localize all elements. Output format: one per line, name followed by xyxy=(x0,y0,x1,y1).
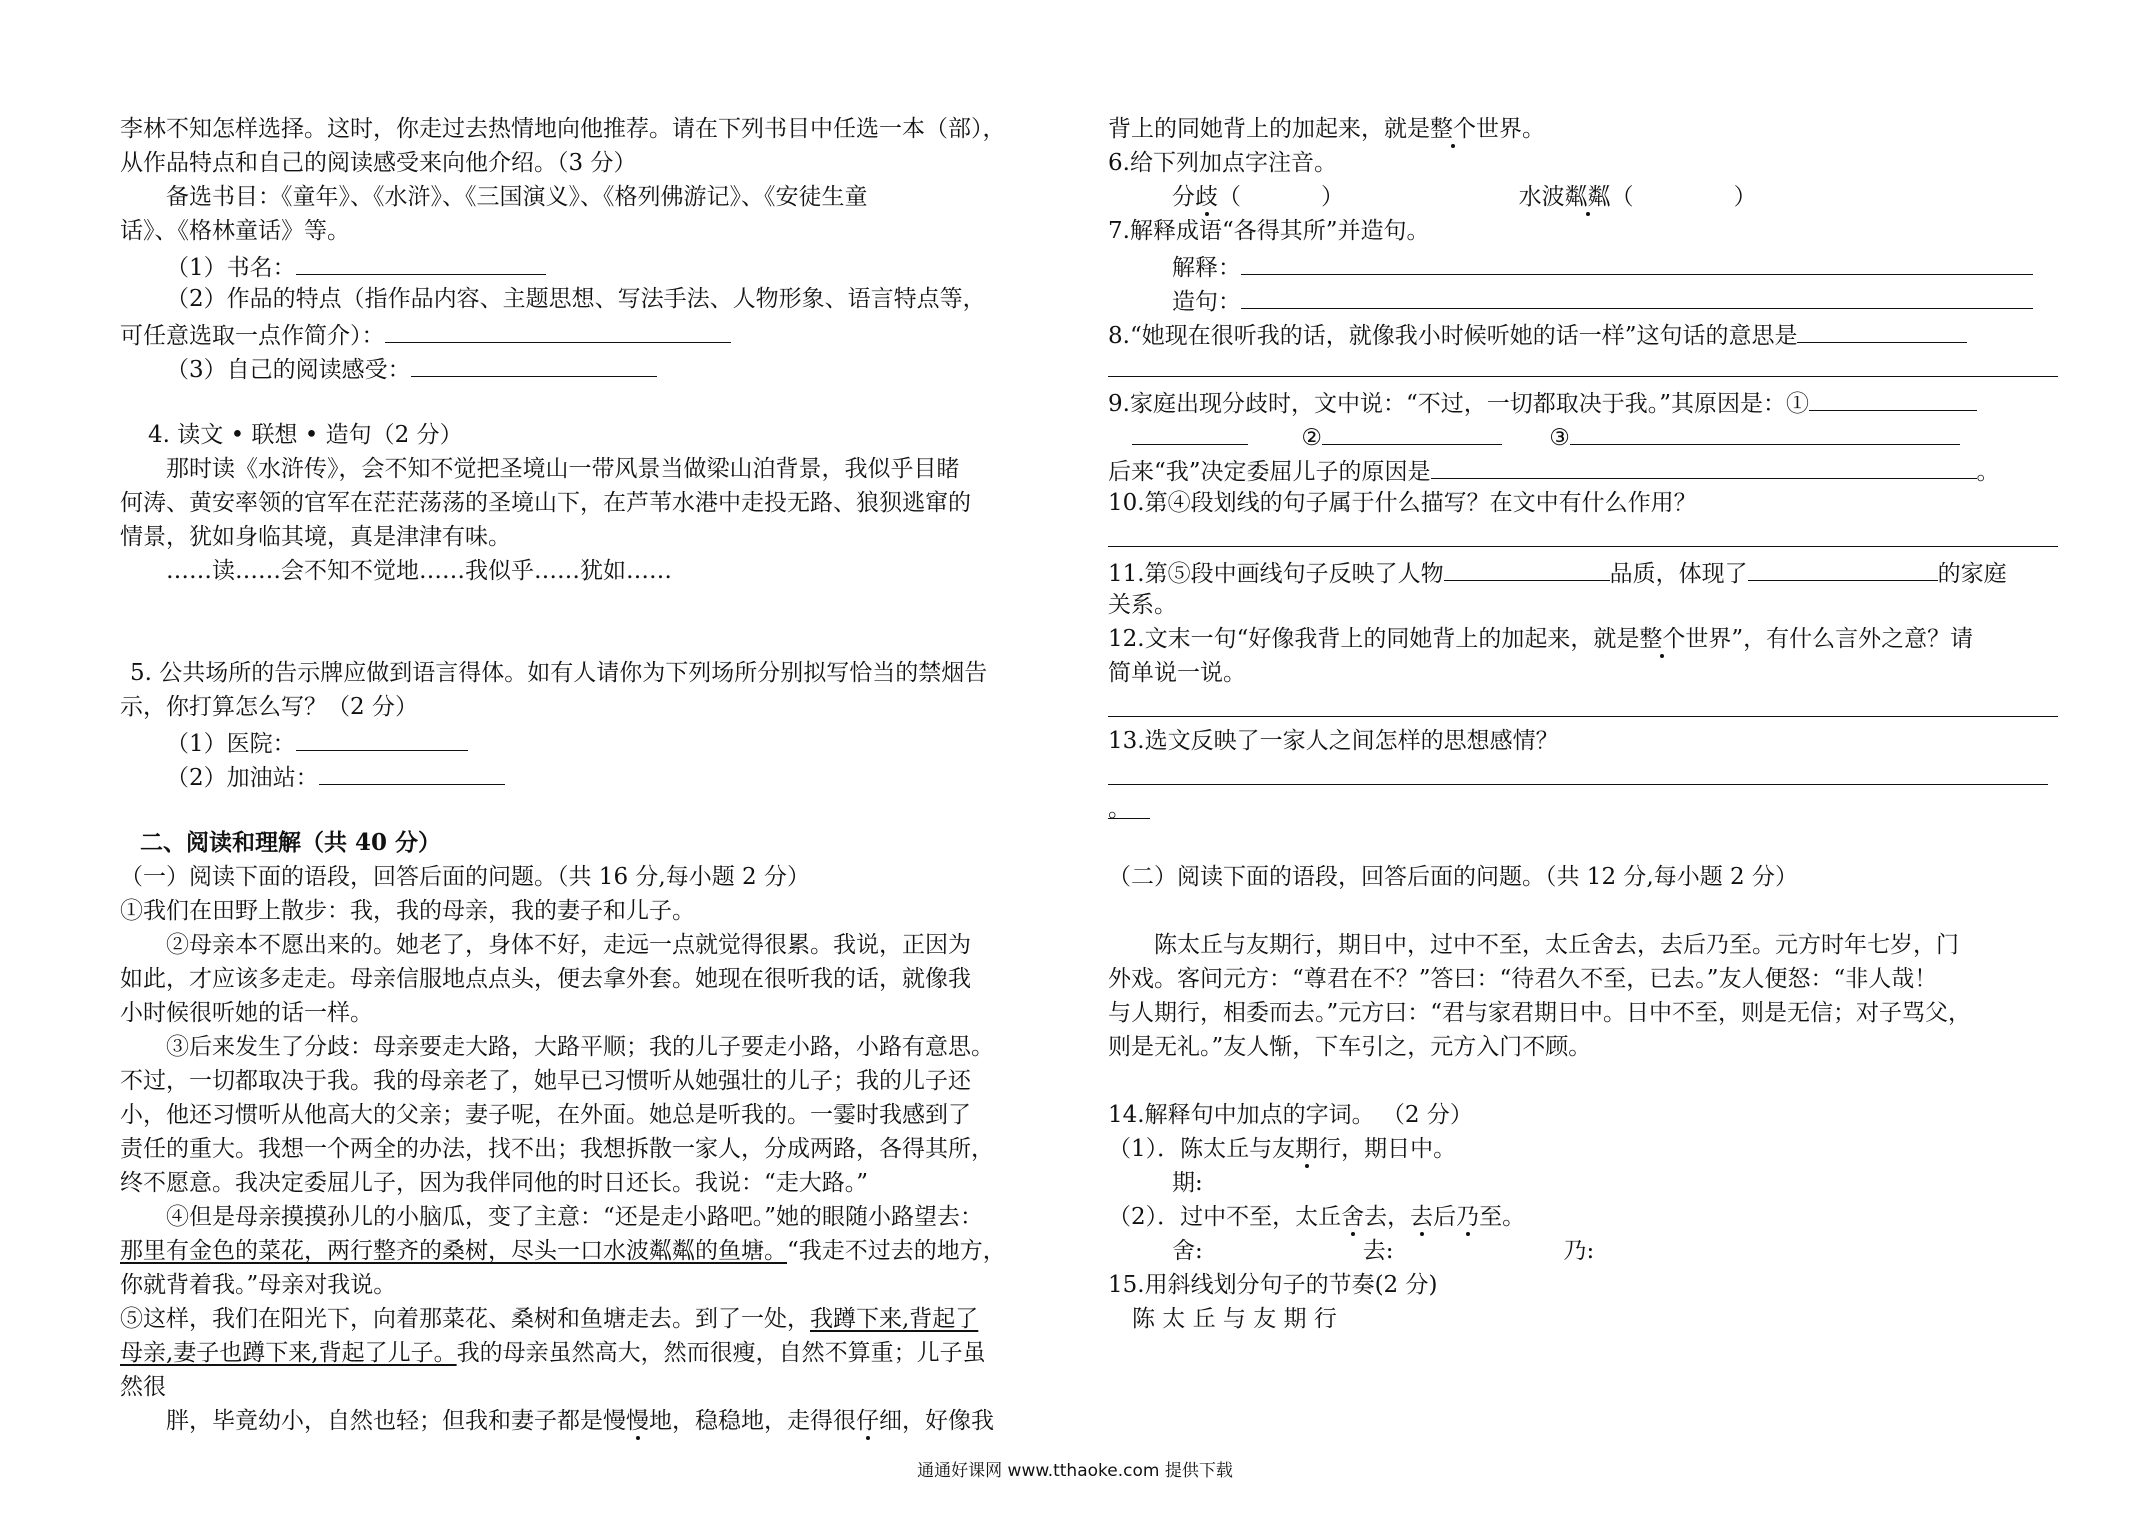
answer-blank[interactable] xyxy=(385,316,731,343)
dotted-word: 整个 xyxy=(1430,116,1476,142)
subsection-title: （二）阅读下面的语段，回答后面的问题。（共 12 分,每小题 2 分） xyxy=(1108,864,1798,890)
question-9: 9.家庭出现分歧时，文中说：“不过，一切都取决于我。”其原因是：① xyxy=(1108,384,2058,418)
answer-blank[interactable] xyxy=(1570,418,1960,445)
text-line: 如此，才应该多走走。母亲信服地点点头，便去拿外套。她现在很听我的话，就像我 xyxy=(120,966,971,992)
question-14-2: （2）．过中不至，太丘舍去，去后乃至。 xyxy=(1108,1204,1526,1230)
feeling-line: （3）自己的阅读感受： xyxy=(120,350,1080,384)
answer-line[interactable] xyxy=(1108,520,2058,554)
question-9b: 后来“我”决定委屈儿子的原因是 。 xyxy=(1108,452,2058,486)
text-line: 李林不知怎样选择。这时，你走过去热情地向他推荐。请在下列书目中任选一本（部）， xyxy=(120,116,1006,142)
answer-line[interactable]: 舍: 去: 乃: xyxy=(1172,1238,1595,1264)
answer-blank[interactable] xyxy=(1241,282,2033,309)
answer-line[interactable] xyxy=(1108,758,2058,792)
text-line: ⑤这样，我们在阳光下，向着那菜花、桑树和鱼塘走去。到了一处，我蹲下来,背起了 xyxy=(120,1306,979,1332)
answer-line[interactable] xyxy=(1108,690,2058,724)
classical-text-line: 陈太丘与友期行，期日中，过中不至，太丘舍去，去后乃至。元方时年七岁，门 xyxy=(1154,932,1959,958)
classical-text-line: 外戏。客问元方：“尊君在不？”答曰：“待君久不至，已去。”友人便怒：“非人哉！ xyxy=(1108,966,1938,992)
rhythm-sentence: 陈 太 丘 与 友 期 行 xyxy=(1132,1306,1337,1332)
text-line: 小，他还习惯听从他高大的父亲；妻子呢，在外面。她总是听我的。一霎时我感到了 xyxy=(120,1102,971,1128)
answer-blank[interactable] xyxy=(1748,554,1938,581)
left-column xyxy=(120,112,1080,1438)
text-line: 简单说一说。 xyxy=(1108,660,1246,686)
underlined-sentence: 那里有金色的菜花，两行整齐的桑树，尽头一口水波粼粼的鱼塘。 xyxy=(120,1238,787,1264)
features-line: 可任意选取一点作简介）： xyxy=(120,316,1080,350)
answer-blank[interactable] xyxy=(1444,554,1610,581)
dotted-word: 慢慢地 xyxy=(603,1408,672,1434)
question-5-title: 5. 公共场所的告示牌应做到语言得体。如有人请你为下列场所分别拟写恰当的禁烟告 xyxy=(130,660,988,686)
sentence-line: 造句： xyxy=(1108,282,2058,316)
question-8: 8.“她现在很听我的话，就像我小时候听她的话一样”这句话的意思是 xyxy=(1108,316,2058,350)
answer-line[interactable] xyxy=(1108,350,2058,384)
dotted-word: 很仔细 xyxy=(833,1408,902,1434)
answer-blank[interactable] xyxy=(296,248,546,275)
question-11: 11.第⑤段中画线句子反映了人物 品质，体现了 的家庭 xyxy=(1108,554,2058,588)
question-15: 15.用斜线划分句子的节奏(2 分) xyxy=(1108,1272,1438,1298)
underlined-sentence: 母亲,妻子也蹲下来,背起了儿子。 xyxy=(120,1340,457,1366)
question-9-blanks: ② ③ xyxy=(1108,418,2058,452)
answer-blank[interactable] xyxy=(411,350,657,377)
question-14: 14.解释句中加点的字词。 （2 分） xyxy=(1108,1102,1473,1128)
explain-line: 解释： xyxy=(1108,248,2058,282)
answer-blank[interactable] xyxy=(1241,248,2033,275)
answer-blank[interactable] xyxy=(319,758,505,785)
text-line: 示，你打算怎么写？（2 分） xyxy=(120,694,418,720)
text-line: 关系。 xyxy=(1108,592,1177,618)
answer-blank[interactable] xyxy=(1132,418,1248,445)
question-10: 10.第④段划线的句子属于什么描写？在文中有什么作用？ xyxy=(1108,490,1697,516)
right-column xyxy=(1108,112,2058,1336)
text-line: 然很 xyxy=(120,1374,166,1400)
footer-credit: 通通好课网 www.tthaoke.com 提供下载 xyxy=(917,1461,1233,1481)
subsection-title: （一）阅读下面的语段，回答后面的问题。（共 16 分,每小题 2 分） xyxy=(120,864,810,890)
text-line: 小时候很听她的话一样。 xyxy=(120,1000,373,1026)
underlined-sentence: 我蹲下来,背起了 xyxy=(810,1306,979,1332)
answer-blank[interactable] xyxy=(1797,316,1967,343)
hospital-line: （1）医院： xyxy=(120,724,1080,758)
question-14-1: （1）．陈太丘与友期行，期日中。 xyxy=(1108,1136,1457,1162)
text-line: ①我们在田野上散步：我，我的母亲，我的妻子和儿子。 xyxy=(120,898,695,924)
answer-blank[interactable] xyxy=(1431,452,1977,479)
text-line: 那里有金色的菜花，两行整齐的桑树，尽头一口水波粼粼的鱼塘。“我走不过去的地方， xyxy=(120,1238,1006,1264)
text-line: ④但是母亲摸摸孙儿的小脑瓜，变了主意：“还是走小路吧。”她的眼随小路望去： xyxy=(166,1204,984,1230)
text-line: 话》、《格林童话》等。 xyxy=(120,218,350,244)
text-line: 不过，一切都取决于我。我的母亲老了，她早已习惯听从她强壮的儿子；我的儿子还 xyxy=(120,1068,971,1094)
question-4-title: 4. 读文 • 联想 • 造句（2 分） xyxy=(148,422,463,448)
text-line: 胖，毕竟幼小，自然也轻；但我和妻子都是慢慢地，稳稳地，走得很仔细，好像我 xyxy=(166,1408,994,1434)
answer-blank[interactable] xyxy=(1322,418,1502,445)
text-line: 终不愿意。我决定委屈儿子，因为我伴同他的时日还长。我说：“走大路。” xyxy=(120,1170,869,1196)
question-6: 6.给下列加点字注音。 xyxy=(1108,150,1337,176)
text-line: 备选书目：《童年》、《水浒》、《三国演义》、《格列佛游记》、《安徒生童 xyxy=(166,184,868,210)
text-line: ……读……会不知不觉地……我似乎……犹如…… xyxy=(166,558,672,584)
text-line: （2）作品的特点（指作品内容、主题思想、写法手法、人物形象、语言特点等， xyxy=(166,286,986,312)
answer-line[interactable]: 期: xyxy=(1172,1170,1203,1196)
question-7: 7.解释成语“各得其所”并造句。 xyxy=(1108,218,1430,244)
text-line: 何涛、黄安率领的官军在茫茫荡荡的圣境山下，在芦苇水港中走投无路、狼狈逃窜的 xyxy=(120,490,971,516)
text-line: 那时读《水浒传》，会不知不觉把圣境山一带风景当做梁山泊背景，我似乎目睹 xyxy=(166,456,960,482)
text-line: 你就背着我。”母亲对我说。 xyxy=(120,1272,397,1298)
answer-blank[interactable] xyxy=(296,724,468,751)
pinyin-line: 分歧（ ） 水波粼粼（ ） xyxy=(1172,184,1757,210)
text-line: 背上的同她背上的加起来，就是整个世界。 xyxy=(1108,116,1545,142)
classical-text-line: 则是无礼。”友人惭，下车引之，元方入门不顾。 xyxy=(1108,1034,1592,1060)
text-line: ②母亲本不愿出来的。她老了，身体不好，走远一点就觉得很累。我说，正因为 xyxy=(166,932,971,958)
question-13: 13.选文反映了一家人之间怎样的思想感情？ xyxy=(1108,728,1559,754)
text-line: ③后来发生了分歧：母亲要走大路，大路平顺；我的儿子要走小路，小路有意思。 xyxy=(166,1034,994,1060)
dotted-word: 整个 xyxy=(1639,626,1686,652)
book-name-line: （1）书名： xyxy=(120,248,1080,282)
classical-text-line: 与人期行，相委而去。”元方曰：“君与家君期日中。日中不至，则是无信；对子骂父， xyxy=(1108,1000,1972,1026)
section-2-title: 二、阅读和理解（共 40 分） xyxy=(140,829,442,856)
gas-station-line: （2）加油站： xyxy=(120,758,1080,792)
question-12: 12.文末一句“好像我背上的同她背上的加起来，就是整个世界”，有什么言外之意？请 xyxy=(1108,626,1974,652)
text-line: 情景，犹如身临其境，真是津津有味。 xyxy=(120,524,511,550)
text-line: 责任的重大。我想一个两全的办法，找不出；我想拆散一家人，分成两路，各得其所， xyxy=(120,1136,994,1162)
answer-end[interactable]: 。 xyxy=(1108,792,2058,826)
text-line: 从作品特点和自己的阅读感受来向他介绍。（3 分） xyxy=(120,150,637,176)
text-line: 母亲,妻子也蹲下来,背起了儿子。我的母亲虽然高大，然而很瘦，自然不算重；儿子虽 xyxy=(120,1340,986,1366)
answer-blank[interactable] xyxy=(1809,384,1977,411)
